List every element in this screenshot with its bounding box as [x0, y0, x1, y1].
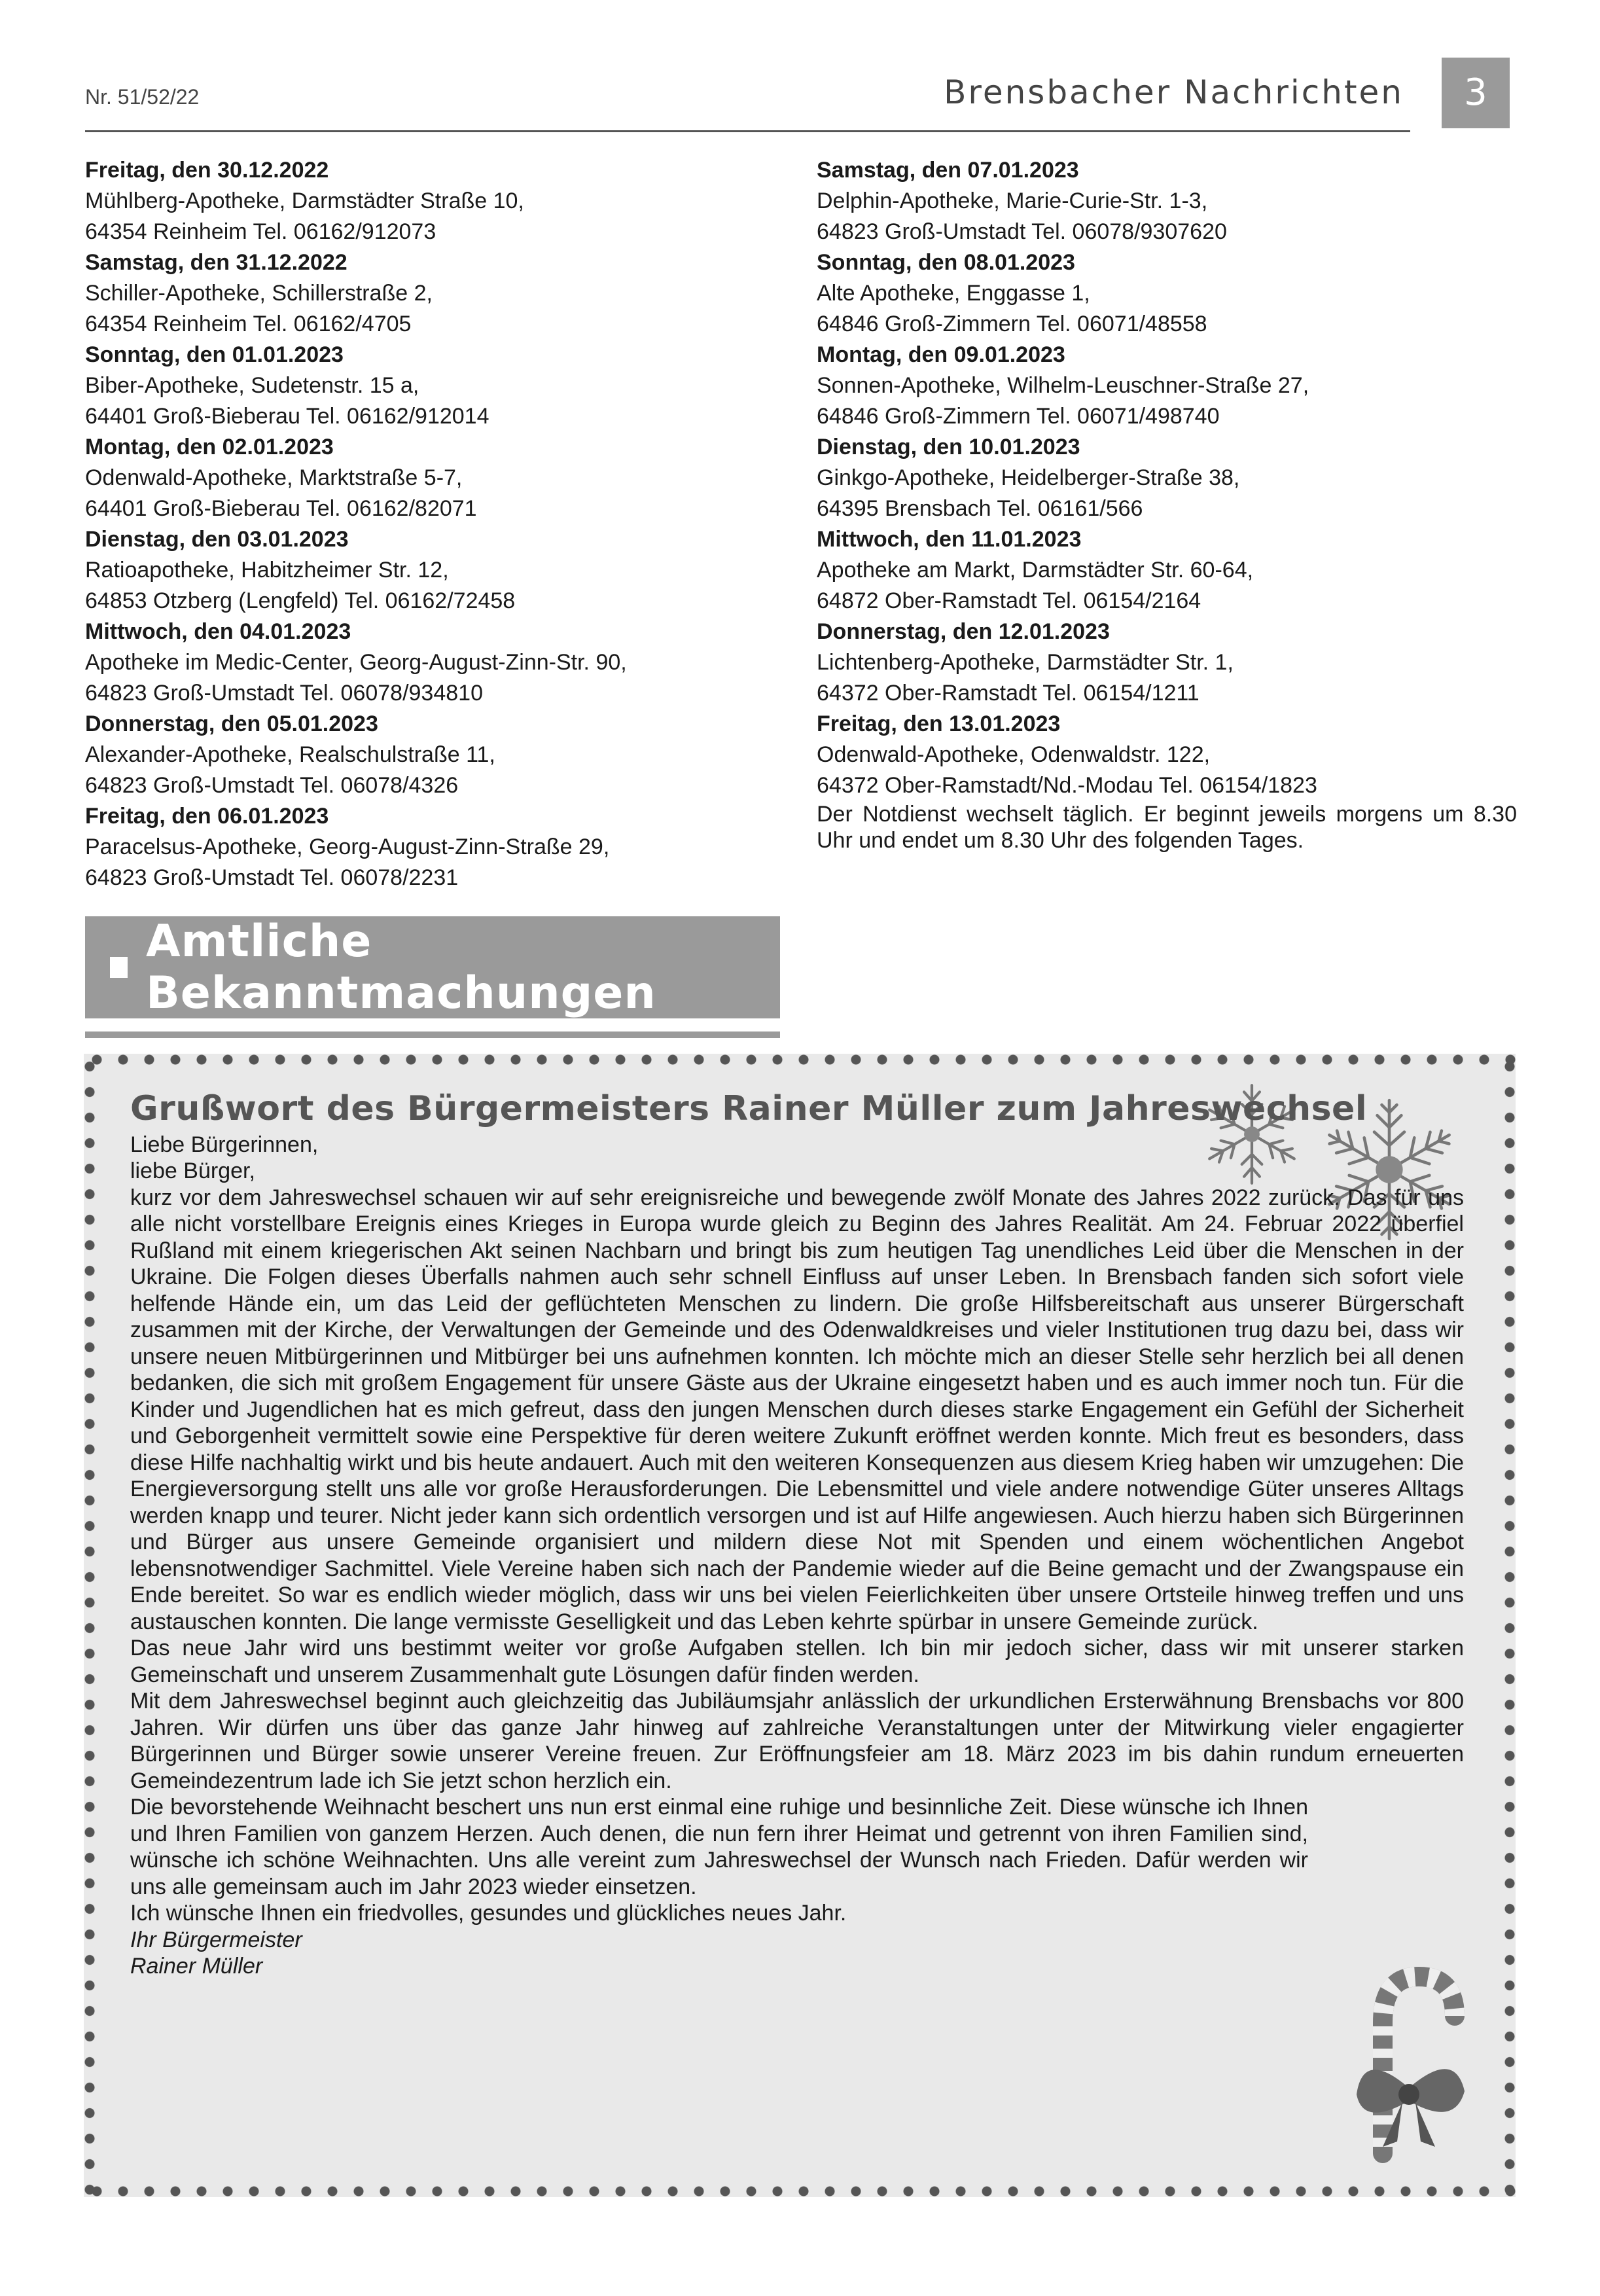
pharmacy-address: Biber-Apotheke, Sudetenstr. 15 a,	[85, 373, 419, 398]
dotted-border-right	[1504, 1054, 1516, 2197]
dotted-border-bottom	[84, 2185, 1516, 2197]
greeting-title: Grußwort des Bürgermeisters Rainer Müller zum Jahreswechsel	[130, 1089, 1368, 1128]
pharmacy-address: Alte Apotheke, Enggasse 1,	[817, 281, 1090, 306]
pharmacy-phone: 64823 Groß-Umstadt Tel. 06078/2231	[85, 865, 459, 890]
greeting-paragraph: Ich wünsche Ihnen ein friedvolles, gesundes und glückliches neues Jahr.	[130, 1901, 847, 1926]
duty-date: Montag, den 02.01.2023	[85, 435, 334, 459]
salutation-line: liebe Bürger,	[130, 1158, 255, 1183]
pharmacy-address: Paracelsus-Apotheke, Georg-August-Zinn-Straße 29,	[85, 834, 610, 859]
pharmacy-address: Mühlberg-Apotheke, Darmstädter Straße 10,	[85, 188, 524, 213]
pharmacy-phone: 64354 Reinheim Tel. 06162/4705	[85, 312, 412, 336]
publication-title: Brensbacher Nachrichten	[944, 73, 1404, 111]
duty-date: Samstag, den 31.12.2022	[85, 250, 347, 275]
pharmacy-address: Lichtenberg-Apotheke, Darmstädter Str. 1,	[817, 650, 1234, 675]
duty-date: Samstag, den 07.01.2023	[817, 158, 1079, 183]
issue-number: Nr. 51/52/22	[85, 85, 200, 109]
greeting-paragraph: Mit dem Jahreswechsel beginnt auch gleichzeitig das Jubiläumsjahr anlässlich der urkundlichen Ersterwähnung Brensbachs vor 800 Jahren. Wir dürfen uns über das ganze Jahr hinweg auf zahlreiche Veranstaltungen unter der Mitwirkung vieler engagierter Bürgerinnen und Bürger sowie unserer Vereine freuen. Zur Eröffnungsfeier am 18. März 2023 im bis dahin rundum erneuerten Gemeindezentrum lade ich Sie jetzt schon herzlich ein.	[130, 1689, 1464, 1793]
salutation-line: Liebe Bürgerinnen,	[130, 1132, 319, 1157]
dotted-border-left	[84, 1054, 96, 2197]
duty-date: Sonntag, den 08.01.2023	[817, 250, 1075, 275]
duty-notice: Der Notdienst wechselt täglich. Er beginnt jeweils morgens um 8.30 Uhr und endet um 8.30 Uhr des folgenden Tages.	[817, 802, 1517, 853]
pharmacy-address: Sonnen-Apotheke, Wilhelm-Leuschner-Straße 27,	[817, 373, 1309, 398]
pharmacy-list-left	[85, 155, 792, 893]
header-rule	[85, 130, 1410, 132]
pharmacy-phone: 64395 Brensbach Tel. 06161/566	[817, 496, 1143, 521]
section-underline	[85, 1031, 780, 1038]
pharmacy-phone: 64354 Reinheim Tel. 06162/912073	[85, 219, 436, 244]
duty-date: Donnerstag, den 12.01.2023	[817, 619, 1110, 644]
pharmacy-address: Odenwald-Apotheke, Marktstraße 5-7,	[85, 465, 463, 490]
closing-line: Ihr Bürgermeister	[130, 1927, 302, 1952]
dotted-border-top	[84, 1054, 1516, 1066]
pharmacy-phone: 64823 Groß-Umstadt Tel. 06078/4326	[85, 773, 459, 798]
signature: Rainer Müller	[130, 1954, 263, 1979]
pharmacy-address: Alexander-Apotheke, Realschulstraße 11,	[85, 742, 495, 767]
candy-cane-icon	[1337, 1950, 1487, 2166]
duty-date: Donnerstag, den 05.01.2023	[85, 711, 378, 736]
pharmacy-address: Apotheke im Medic-Center, Georg-August-Zinn-Str. 90,	[85, 650, 627, 675]
pharmacy-phone: 64372 Ober-Ramstadt Tel. 06154/1211	[817, 681, 1200, 706]
pharmacy-phone: 64401 Groß-Bieberau Tel. 06162/82071	[85, 496, 477, 521]
greeting-box	[84, 1054, 1516, 2197]
section-title: Amtliche Bekanntmachungen	[145, 916, 656, 1019]
pharmacy-phone: 64853 Otzberg (Lengfeld) Tel. 06162/72458	[85, 588, 516, 613]
duty-date: Freitag, den 13.01.2023	[817, 711, 1061, 736]
duty-date: Mittwoch, den 11.01.2023	[817, 527, 1082, 552]
pharmacy-address: Ginkgo-Apotheke, Heidelberger-Straße 38,	[817, 465, 1240, 490]
page-number: 3	[1442, 58, 1510, 128]
pharmacy-phone: 64846 Groß-Zimmern Tel. 06071/48558	[817, 312, 1207, 336]
duty-date: Mittwoch, den 04.01.2023	[85, 619, 351, 644]
greeting-paragraph: kurz vor dem Jahreswechsel schauen wir auf sehr ereignisreiche und bewegende zwölf Monate des Jahres 2022 zurück. Das für uns alle nicht vorstellbare Ereignis eines Krieges in Europa wurde gleich zu Beginn des Jahres Realität. Am 24. Februar 2022 überfiel Rußland mit einem kriegerischen Akt seinen Nachbarn und bringt bis zum heutigen Tag unendliches Leid über die Menschen in der Ukraine. Die Folgen dieses Überfalls nahmen auch sehr schnell Einfluss auf unser Leben. In Brensbach fanden sich sofort viele helfende Hände ein, um das Leid der geflüchteten Menschen zu lindern. Die große Hilfsbereitschaft aus unserer Bürgerschaft zusammen mit der Kirche, der Verwaltungen der Gemeinde und des Odenwaldkreises und vieler Institutionen trug dazu bei, dass wir unsere neuen Mitbürgerinnen und Mitbürger bei uns aufnehmen konnten. Ich möchte mich an dieser Stelle sehr herzlich bei all denen bedanken, die sich mit großem Engagement für unsere Gäste aus der Ukraine eingesetzt haben und es auch immer noch tun. Für die Kinder und Jugendlichen hat es mich gefreut, dass den jungen Menschen durch dieses starke Engagement ein Gefühl der Sicherheit und Geborgenheit vermittelt sowie eine Perspektive für deren weitere Zukunft eröffnet werden konnte. Mich freut es besonders, dass diese Hilfe nachhaltig wirkt und bis heute andauert. Auch mit den weiteren Konsequenzen aus diesem Krieg haben wir umzugehen: Die Energieversorgung stellt uns alle vor große Herausforderungen. Die Lebensmittel und viele andere notwendige Güter unseres Alltags werden knapp und teurer. Nicht jeder kann sich ordentlich versorgen und ist auf Hilfe angewiesen. Auch hierzu haben sich Bürgerinnen und Bürger aus unsere Gemeinde organisiert und mildern diese Not mit Spenden und einem wöchentlichen Angebot lebensnotwendiger Sachmittel. Viele Vereine haben sich nach der Pandemie wieder auf die Beine gemacht und der Zwangspause ein Ende bereitet. So war es endlich wieder möglich, dass wir uns bei vielen Feierlichkeiten über unsere Ortsteile hinweg treffen und uns austauschen konnten. Die lange vermisste Geselligkeit und das Leben kehrte spürbar in unsere Gemeinde zurück.	[130, 1185, 1464, 1634]
pharmacy-phone: 64872 Ober-Ramstadt Tel. 06154/2164	[817, 588, 1201, 613]
greeting-paragraph: Das neue Jahr wird uns bestimmt weiter vor große Aufgaben stellen. Ich bin mir jedoch sicher, dass wir mit unserer starken Gemeinschaft und unserem Zusammenhalt gute Lösungen dafür finden werden.	[130, 1636, 1464, 1687]
duty-date: Sonntag, den 01.01.2023	[85, 342, 344, 367]
pharmacy-phone: 64823 Groß-Umstadt Tel. 06078/934810	[85, 681, 483, 706]
pharmacy-address: Schiller-Apotheke, Schillerstraße 2,	[85, 281, 433, 306]
greeting-paragraph: Die bevorstehende Weihnacht beschert uns nun erst einmal eine ruhige und besinnliche Zeit. Diese wünsche ich Ihnen und Ihren Familien von ganzem Herzen. Auch denen, die nun fern ihrer Heimat und getrennt von ihren Familien sind, wünsche ich schöne Weihnachten. Uns alle vereint zum Jahreswechsel der Wunsch nach Frieden. Dafür werden wir uns alle gemeinsam auch im Jahr 2023 wieder einsetzen.	[130, 1795, 1308, 1899]
square-bullet-icon	[110, 957, 128, 978]
pharmacy-phone: 64401 Groß-Bieberau Tel. 06162/912014	[85, 404, 489, 429]
pharmacy-phone: 64372 Ober-Ramstadt/Nd.-Modau Tel. 06154/1823	[817, 773, 1317, 798]
duty-date: Freitag, den 30.12.2022	[85, 158, 329, 183]
duty-date: Dienstag, den 10.01.2023	[817, 435, 1080, 459]
pharmacy-phone: 64846 Groß-Zimmern Tel. 06071/498740	[817, 404, 1220, 429]
section-banner	[85, 916, 780, 1018]
pharmacy-address: Ratioapotheke, Habitzheimer Str. 12,	[85, 558, 449, 583]
duty-date: Dienstag, den 03.01.2023	[85, 527, 349, 552]
pharmacy-address: Delphin-Apotheke, Marie-Curie-Str. 1-3,	[817, 188, 1208, 213]
pharmacy-list-right	[817, 155, 1517, 853]
pharmacy-address: Apotheke am Markt, Darmstädter Str. 60-64,	[817, 558, 1254, 583]
duty-date: Freitag, den 06.01.2023	[85, 804, 329, 829]
pharmacy-address: Odenwald-Apotheke, Odenwaldstr. 122,	[817, 742, 1211, 767]
pharmacy-phone: 64823 Groß-Umstadt Tel. 06078/9307620	[817, 219, 1227, 244]
duty-date: Montag, den 09.01.2023	[817, 342, 1065, 367]
